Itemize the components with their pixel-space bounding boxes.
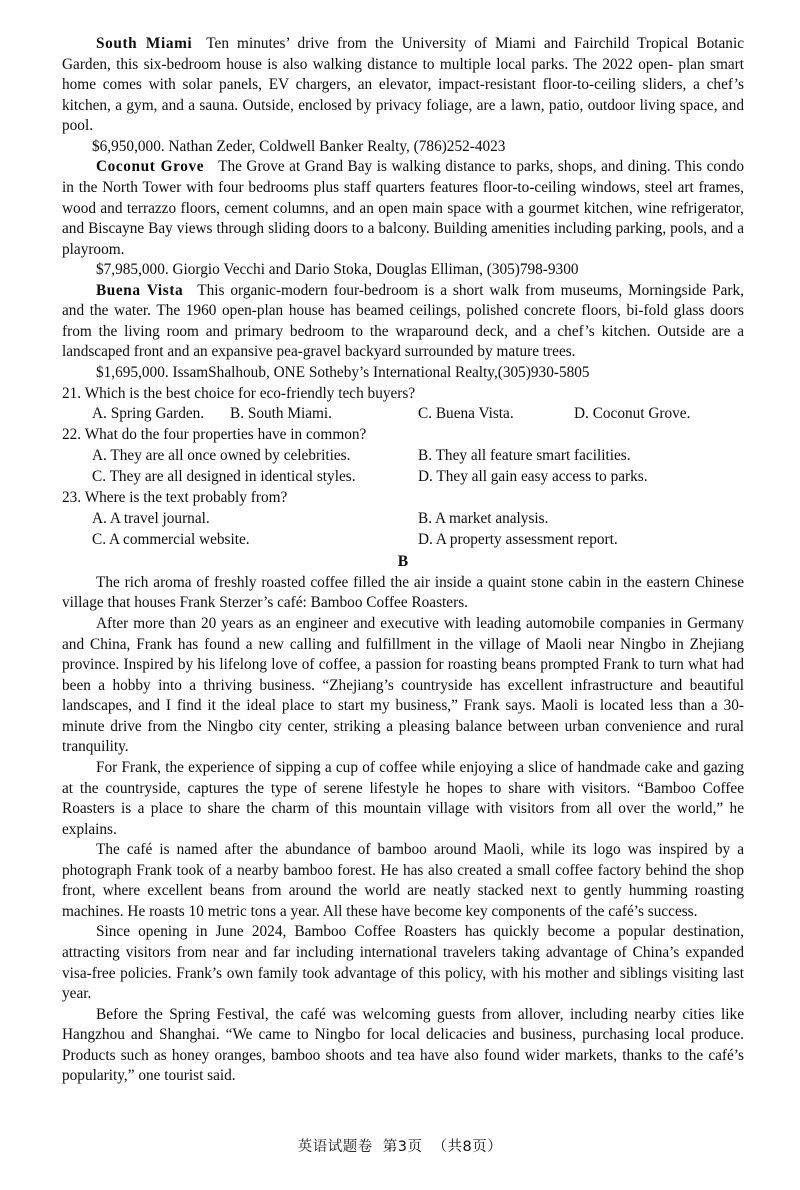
- question-stem: [62, 425, 744, 446]
- option-c[interactable]: C. Buena Vista.: [418, 405, 514, 423]
- footer-total: （共8页）: [432, 1139, 503, 1155]
- question-stem: [62, 384, 744, 405]
- footer-page: 第3页: [382, 1139, 423, 1155]
- question-options: [62, 446, 744, 467]
- listing-body: The Grove at Grand Bay is walking distance to parks, shops, and dining. This condo in the North Tower with four bedrooms plus staff quarters features floor-to-ceiling windows, steel art frames, wood and terrazzo floors, cement columns, and an open main space with a gourmet kitchen, wine refrigerator, and Biscayne Bay views through sliding doors to a balcony. Building amenities including parking, pools, and a playroom.: [62, 158, 744, 258]
- question-options: [62, 404, 744, 425]
- listing-price: $1,695,000. IssamShalhoub, ONE Sotheby’s International Realty,(305)930-5805: [96, 364, 590, 381]
- listing-body: Ten minutes’ drive from the University of Miami and Fairchild Tropical Botanic Garden, this six-bedroom house is also walking distance to multiple local parks. The 2022 open- plan smart home comes with solar panels, EV chargers, an elevator, impact-resistant floor-to-ceiling sliders, a chef’s kitchen, a gym, and a sauna. Outside, enclosed by privacy foliage, are a lawn, patio, outdoor living space, and pool.: [62, 35, 744, 135]
- passage-b: [62, 573, 744, 1087]
- page-footer: [0, 1135, 800, 1156]
- passage-paragraph: Before the Spring Festival, the café was welcoming guests from allover, including nearby cities like Hangzhou and Shanghai. “We came to Ningbo for local delicacies and business, purchasing local produce. Products such as honey oranges, bamboo shoots and tea have also found wider markets, thanks to the café’s popularity,” one tourist said.: [62, 1005, 744, 1085]
- passage-paragraph: For Frank, the experience of sipping a cup of coffee while enjoying a slice of handmade cake and gazing at the countryside, captures the type of serene lifestyle he hopes to share with visitors. “Bamboo Coffee Roasters is a place to share the charm of this mountain village with visitors from all over the world,” he explains.: [62, 758, 744, 838]
- option-d[interactable]: D. A property assessment report.: [418, 530, 618, 548]
- question-number: 21.: [62, 384, 82, 402]
- option-b[interactable]: B. A market analysis.: [418, 509, 549, 527]
- listing-body: This organic-modern four-bedroom is a short walk from museums, Morningside Park, and the water. The 1960 open-plan house has beamed ceilings, polished concrete floors, bi-fold glass doors from the living room and primary bedroom to the wraparound deck, and a chef’s kitchen. Outside are a landscaped front and an expansive pea-gravel backyard surrounded by mature trees.: [62, 281, 744, 361]
- passage-paragraph: Since opening in June 2024, Bamboo Coffee Roasters has quickly become a popular destination, attracting visitors from near and far including international travelers taking advantage of China’s expanded visa-free policies. Frank’s own family took advantage of this policy, with his mother and siblings visiting last year.: [62, 923, 744, 1003]
- option-d[interactable]: D. They all gain easy access to parks.: [418, 468, 648, 486]
- listing-name: Buena Vista: [96, 281, 184, 299]
- option-b[interactable]: B. They all feature smart facilities.: [418, 447, 631, 465]
- footer-subject: 英语试题卷: [297, 1139, 373, 1155]
- option-a[interactable]: A. They are all once owned by celebrities.: [92, 447, 351, 465]
- question-text: What do the four properties have in common?: [84, 426, 367, 444]
- question-options: [62, 530, 744, 551]
- question-text: Which is the best choice for eco-friendly tech buyers?: [84, 384, 416, 402]
- listing-name: South Miami: [96, 35, 193, 52]
- listing-price: $6,950,000. Nathan Zeder, Coldwell Banker Realty, (786)252-4023: [92, 137, 506, 155]
- option-c[interactable]: C. They are all designed in identical styles.: [92, 468, 356, 486]
- question-options: [62, 467, 744, 488]
- question-options: [62, 509, 744, 530]
- passage-paragraph: The café is named after the abundance of bamboo around Maoli, while its logo was inspired by a photograph Frank took of a nearby bamboo forest. He has also created a small coffee factory behind the shop front, where excellent beans from around the world are neatly stacked next to gently humming roasting machines. He roasts 10 metric tons a year. All these have become key components of the café’s success.: [62, 841, 744, 920]
- question-stem: [62, 488, 744, 509]
- option-a[interactable]: A. Spring Garden.: [92, 405, 205, 423]
- listing-paragraph: [62, 157, 744, 260]
- option-b[interactable]: B. South Miami.: [230, 405, 332, 423]
- option-d[interactable]: D. Coconut Grove.: [574, 405, 691, 423]
- passage-paragraph: After more than 20 years as an engineer and executive with leading automobile companies in Germany and China, Frank has found a new calling and fulfillment in the village of Maoli near Ningbo in Zhejiang province. Inspired by his lifelong love of coffee, a passion for roasting beans prompted Frank to turn what had been a hobby into a thriving business. “Zhejiang’s countryside has excellent infrastructure and beautiful landscapes, and I find it the ideal place to start my business,” Frank says. Maoli is located less than a 30-minute drive from the Ningbo city center, striking a pleasing balance between urban convenience and rural tranquility.: [62, 615, 744, 756]
- listing-name: Coconut Grove: [96, 158, 205, 176]
- listing-paragraph: [62, 281, 744, 363]
- option-c[interactable]: C. A commercial website.: [92, 530, 250, 548]
- listing-price: $7,985,000. Giorgio Vecchi and Dario Stoka, Douglas Elliman, (305)798-9300: [96, 261, 579, 279]
- listing-paragraph: [62, 34, 744, 137]
- passage-paragraph: The rich aroma of freshly roasted coffee filled the air inside a quaint stone cabin in the eastern Chinese village that houses Frank Sterzer’s café: Bamboo Coffee Roasters.: [62, 573, 744, 612]
- question-number: 23.: [62, 489, 82, 507]
- question-text: Where is the text probably from?: [84, 489, 288, 507]
- section-label-b: B: [397, 552, 409, 570]
- question-number: 22.: [62, 426, 82, 444]
- option-a[interactable]: A. A travel journal.: [92, 509, 210, 527]
